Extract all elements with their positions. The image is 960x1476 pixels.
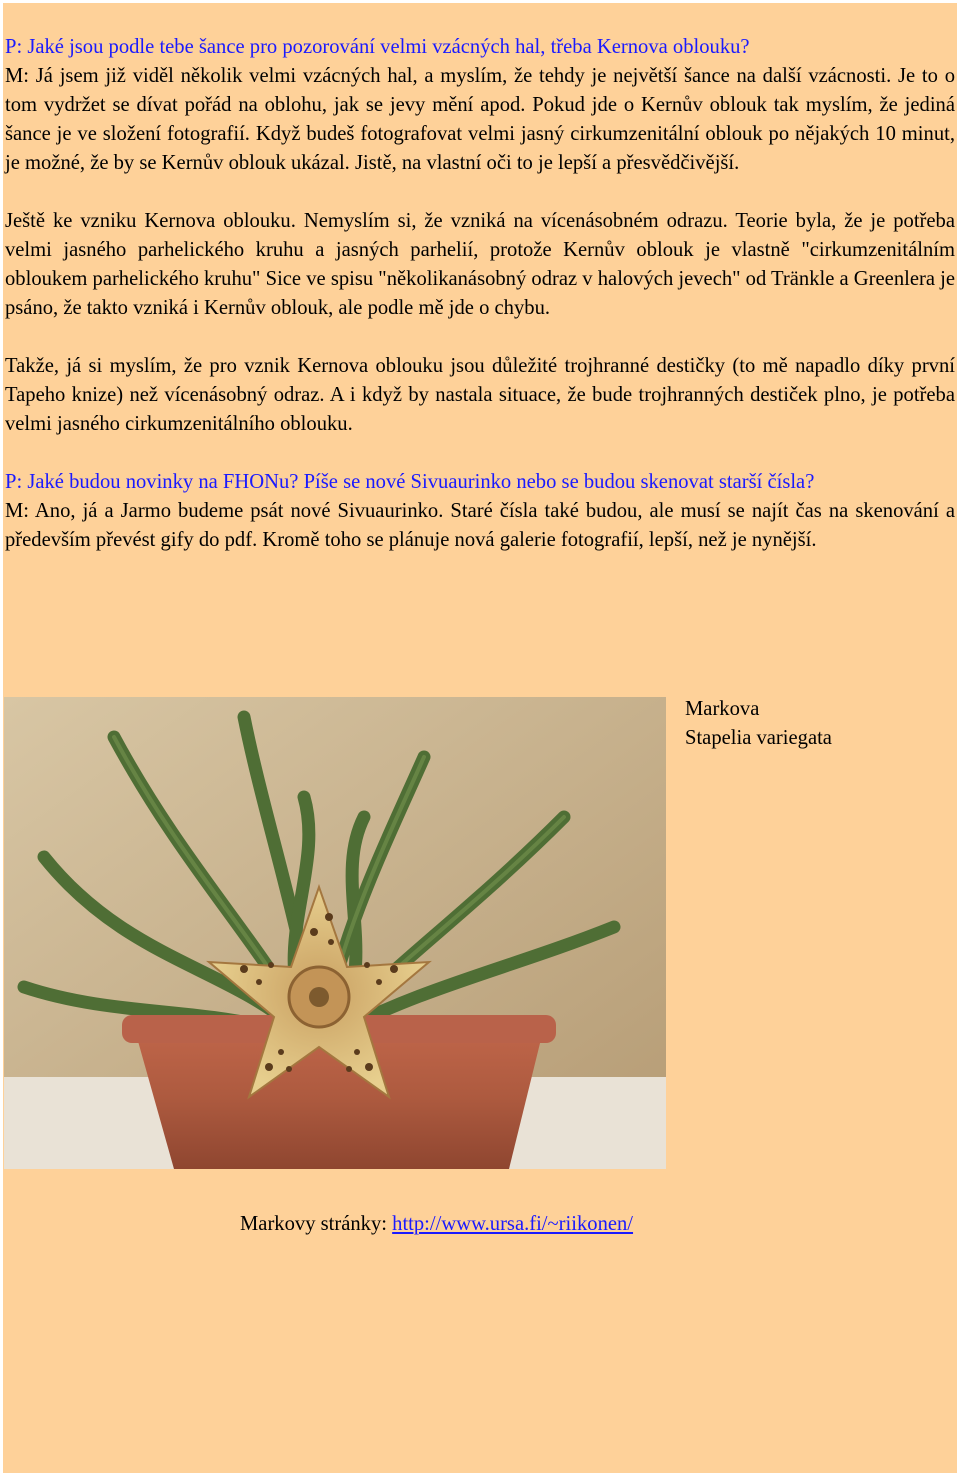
paragraph-kern-arc-origin: Ještě ke vzniku Kernova oblouku. Nemyslím si, že vzniká na vícenásobném odrazu. Teorie byla, že je potřeba velmi jasného parhelického kruhu a jasných parhelií, protože Kernův oblouk je vlastně "cirkumzenitálním obloukem parhelického kruhu" Sice ve spisu "několikanásobný odraz v halových jevech" od Tränkle a Greenlera je psáno, že takto vzniká i Kernův oblouk, ale podle mě jde o chybu. [5, 210, 955, 319]
footer-links [240, 1210, 633, 1239]
stapelia-photo [4, 697, 666, 1169]
page-panel [3, 3, 957, 1473]
stapelia-photo-illustration [4, 697, 666, 1169]
article-body [5, 33, 955, 555]
paragraph-triangular-plates: Takže, já si myslím, že pro vznik Kernova oblouku jsou důležité trojhranné destičky (to mě napadlo díky první Tapeho knize) než vícenásobný odraz. A i když by nastala situace, že bude trojhranných destiček plno, je potřeba velmi jasného cirkumzenitálního oblouku. [5, 355, 955, 435]
website-link[interactable]: http://www.ursa.fi/~riikonen/ [392, 1213, 634, 1235]
footer-label: Markovy stránky: [240, 1213, 393, 1235]
answer-rare-halos: M: Já jsem již viděl několik velmi vzácných hal, a myslím, že tehdy je největší šance na další vzácnosti. Je to o tom vydržet se dívat pořád na oblohu, jak se jevy mění apod. Pokud jde o Kernův oblouk tak myslím, že jediná šance je ve složení fotografií. Když budeš fotografovat velmi jasný cirkumzenitální oblouk po nějakých 10 minut, je možné, že by se Kernův oblouk ukázal. Jistě, na vlastní oči to je lepší a přesvědčivější. [5, 65, 955, 174]
answer-fhon-news: M: Ano, já a Jarmo budeme psát nové Sivuaurinko. Staré čísla také budou, ale musí se najít čas na skenování a především převést gify do pdf. Kromě toho se plánuje nová galerie fotografií, lepší, než je nynější. [5, 500, 955, 551]
question-fhon-news: P: Jaké budou novinky na FHONu? Píše se nové Sivuaurinko nebo se budou skenovat starší čísla? [5, 471, 815, 493]
caption-species: Stapelia variegata [685, 727, 832, 749]
caption-author: Markova [685, 698, 760, 720]
question-rare-halos: P: Jaké jsou podle tebe šance pro pozorování velmi vzácných hal, třeba Kernova oblouku? [5, 36, 750, 58]
photo-caption [685, 695, 832, 753]
